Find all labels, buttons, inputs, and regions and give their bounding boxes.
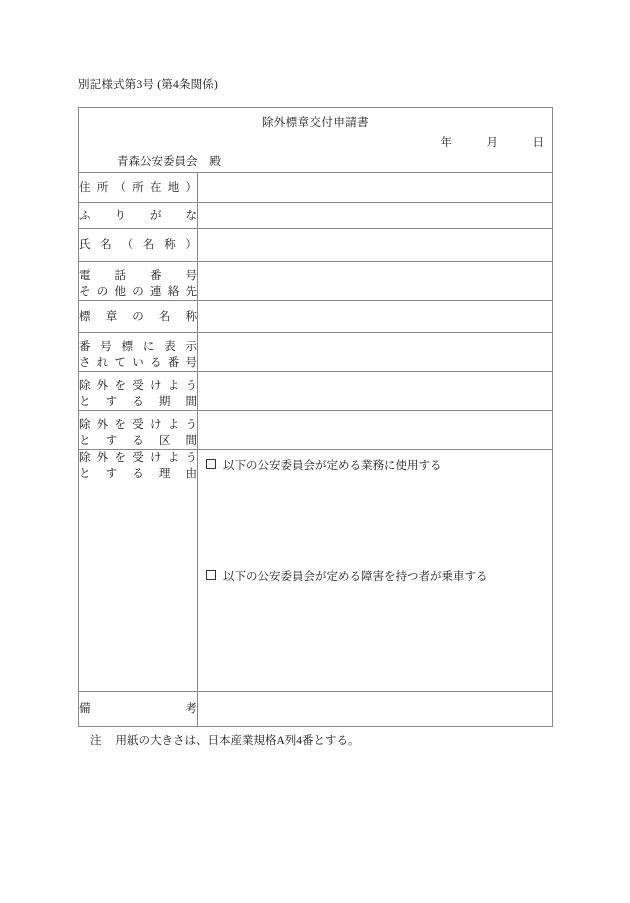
label-telephone [79,262,198,301]
application-form-table [78,107,553,727]
addressee-line [117,153,221,169]
label-exemption-reason-line2: とする理由 [79,468,197,480]
label-address [79,173,198,203]
label-remarks-text: 備考 [79,703,197,715]
table-row-exemption-period [79,372,553,411]
date-day-label[interactable]: 日 [532,137,544,149]
table-row-exemption-reason [79,450,553,692]
label-exemption-section-line1: 除外を受けよう [79,419,197,431]
table-row-mark-name [79,301,553,333]
table-row-telephone [79,262,553,301]
table-row-furigana [79,203,553,229]
table-row-name [79,229,553,262]
reason-option-disability-label: 以下の公安委員会が定める障害を持つ者が乗車する [223,571,488,583]
label-telephone-line2: その他の連絡先 [79,286,197,298]
label-telephone-line1: 電話番号 [79,270,197,282]
footer-note-text: 用紙の大きさは、日本産業規格A列4番とする。 [115,735,360,747]
reason-option-business-label: 以下の公安委員会が定める業務に使用する [223,460,442,472]
label-plate-number-line1: 番号標に表示 [79,341,197,353]
label-exemption-section-line2: とする区間 [79,435,197,447]
label-plate-number [79,333,198,372]
date-year-label[interactable]: 年 [440,137,452,149]
unchecked-checkbox-icon[interactable] [206,570,216,580]
input-mark-name[interactable] [198,301,553,333]
exemption-reason-options [198,450,553,692]
input-exemption-period[interactable] [198,372,553,411]
footer-note [90,732,360,748]
input-exemption-section[interactable] [198,411,553,450]
label-furigana-text: ふりがな [79,209,197,222]
label-furigana [79,203,198,229]
date-month-label[interactable]: 月 [486,137,498,149]
label-exemption-period-line1: 除外を受けよう [79,380,197,392]
table-row-address [79,173,553,203]
table-row-plate-number [79,333,553,372]
form-number-heading: 別記様式第3号 (第4条関係) [78,79,219,91]
form-header-cell [79,108,553,173]
input-furigana[interactable] [198,203,553,229]
table-row-remarks [79,692,553,727]
label-address-text: 住所（所在地） [79,181,197,194]
label-exemption-reason [79,450,198,692]
reason-option-business[interactable] [206,457,442,473]
document-title: 除外標章交付申請書 [261,117,370,129]
label-name [79,229,198,262]
unchecked-checkbox-icon[interactable] [206,459,216,469]
label-exemption-period-line2: とする期間 [79,396,197,408]
reason-option-disability[interactable] [206,568,488,584]
footer-note-mark: 注 [90,735,102,747]
input-name[interactable] [198,229,553,262]
input-telephone[interactable] [198,262,553,301]
label-mark-name-text: 標章の名称 [79,310,197,323]
label-mark-name [79,301,198,333]
label-exemption-section [79,411,198,450]
label-exemption-period [79,372,198,411]
addressee-honorific: 殿 [209,156,221,168]
input-address[interactable] [198,173,553,203]
label-exemption-reason-line1: 除外を受けよう [79,452,197,464]
table-row-header [79,108,553,173]
input-plate-number[interactable] [198,333,553,372]
label-remarks [79,692,198,727]
label-plate-number-line2: されている番号 [79,357,197,369]
addressee-name: 青森公安委員会 [117,156,198,168]
input-remarks[interactable] [198,692,553,727]
date-line [406,134,544,150]
label-name-text: 氏名（名称） [79,239,197,251]
table-row-exemption-section [79,411,553,450]
